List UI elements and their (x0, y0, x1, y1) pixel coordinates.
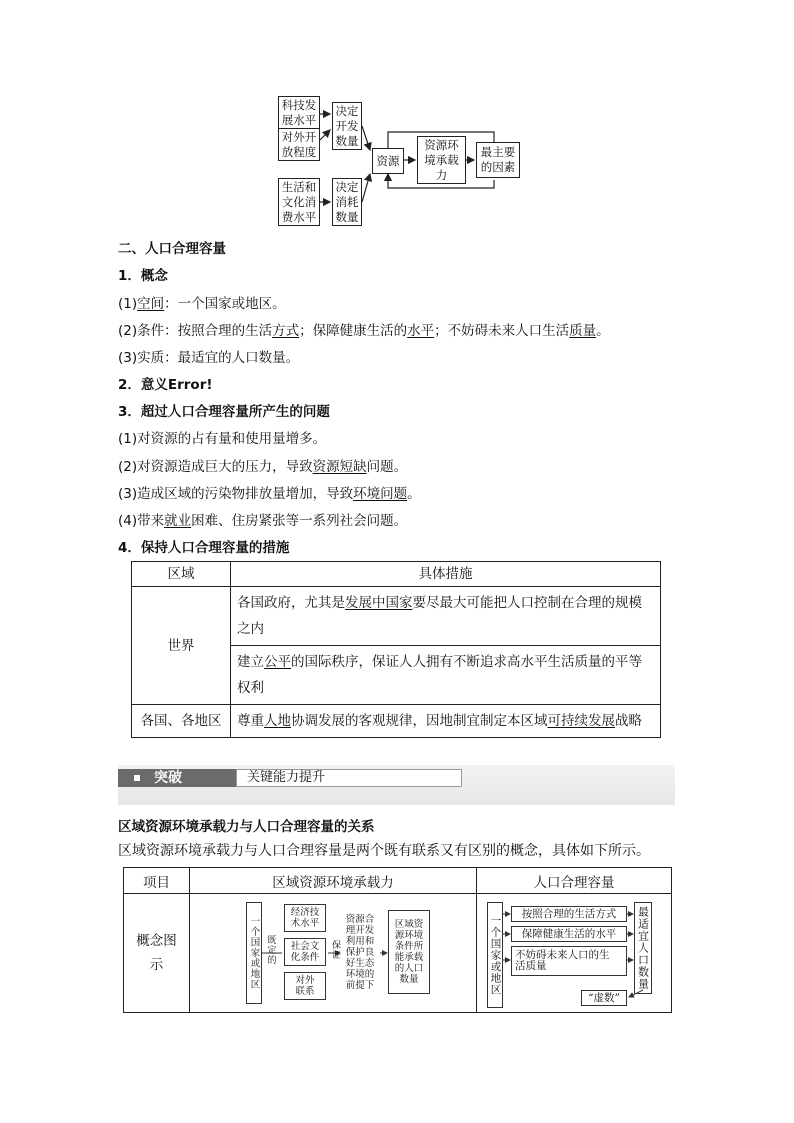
cap-factor-link: 对外 联系 (284, 972, 326, 1000)
measures-header-region: 区域 (132, 562, 231, 587)
pop-cond-lifestyle: 按照合理的生活方式 (511, 906, 627, 922)
heading-measures: 4．保持人口合理容量的措施 (118, 540, 290, 556)
cap-premise: 资源合 理开发 利用和 保护良 好生态 环境的 前提下 (345, 913, 375, 991)
flow-living-level: 生活和 文化消 费水平 (278, 178, 320, 226)
flow-tech-level: 科技发 展水平 (278, 96, 320, 129)
heading-significance: 2．意义Error! (118, 377, 213, 393)
measures-local: 各国、各地区 (132, 705, 231, 738)
banner-breakthrough: 突破 (118, 769, 236, 787)
flow-diagram (270, 92, 530, 232)
heading-problems: 3．超过人口合理容量所产生的问题 (118, 404, 330, 420)
flow-carrying-capacity: 资源环 境承载 力 (417, 136, 466, 184)
cap-result: 区域资 源环境 条件所 能承载 的人口 数量 (388, 910, 430, 994)
flow-resources: 资源 (372, 148, 404, 174)
cap-region: 一个国家或地区 (246, 902, 262, 1004)
concept-space: (1)空间：一个国家或地区。 (118, 296, 286, 312)
heading-concept: 1．概念 (118, 268, 168, 284)
flow-decide-dev: 决定 开发 数量 (332, 102, 362, 150)
flow-main-factor: 最主要 的因素 (476, 142, 520, 178)
cmp-row-label: 概念图 示 (124, 894, 190, 1013)
concept-condition: (2)条件：按照合理的生活方式；保障健康生活的水平；不妨碍未来人口生活质量。 (118, 323, 610, 339)
pop-cond-health: 保障健康生活的水平 (511, 926, 627, 942)
cap-factor-econ: 经济技 术水平 (284, 904, 326, 932)
square-icon (134, 775, 140, 781)
pop-result: 最适宜人口数量 (634, 902, 652, 994)
problem-1: (1)对资源的占有量和使用量增多。 (118, 431, 327, 447)
measures-world-1: 各国政府，尤其是发展中国家要尽最大可能把人口控制在合理的规模之内 (231, 587, 661, 646)
cmp-header-population: 人口合理容量 (477, 868, 672, 894)
cap-guarantee: 保证 (330, 940, 340, 960)
measures-world: 世界 (132, 587, 231, 705)
banner-subtitle: 关键能力提升 (236, 769, 462, 787)
problem-3: (3)造成区域的污染物排放量增加，导致环境问题。 (118, 486, 421, 502)
problem-2: (2)对资源造成巨大的压力，导致资源短缺问题。 (118, 459, 408, 475)
pop-virtual: “虚数” (581, 990, 627, 1006)
cmp-diagram-population (477, 894, 672, 1013)
flow-openness: 对外开 放程度 (278, 128, 320, 161)
pop-cond-future: 不妨碍未来人口的生 活质量 (511, 946, 627, 976)
flow-decide-consume: 决定 消耗 数量 (332, 178, 362, 226)
cap-pre: 既定的 (267, 936, 277, 966)
measures-world-2: 建立公平的国际秩序，保证人人拥有不断追求高水平生活质量的平等权利 (231, 646, 661, 705)
comparison-table (123, 867, 672, 1013)
measures-local-1: 尊重人地协调发展的客观规律，因地制宜制定本区域可持续发展战略 (231, 705, 661, 738)
relation-title: 区域资源环境承载力与人口合理容量的关系 (118, 819, 375, 835)
concept-essence: (3)实质：最适宜的人口数量。 (118, 350, 300, 366)
cmp-diagram-capacity (190, 894, 477, 1013)
section-banner (118, 765, 675, 805)
cmp-header-capacity: 区域资源环境承载力 (190, 868, 477, 894)
measures-table (131, 561, 661, 738)
pop-region: 一个国家或地区 (487, 902, 503, 1008)
problem-4: (4)带来就业困难、住房紧张等一系列社会问题。 (118, 513, 408, 529)
relation-intro: 区域资源环境承载力与人口合理容量是两个既有联系又有区别的概念，具体如下所示。 (118, 843, 650, 859)
measures-header-detail: 具体措施 (231, 562, 661, 587)
cap-factor-social: 社会文 化条件 (284, 938, 326, 966)
cmp-header-item: 项目 (124, 868, 190, 894)
section-title: 二、人口合理容量 (118, 241, 226, 257)
